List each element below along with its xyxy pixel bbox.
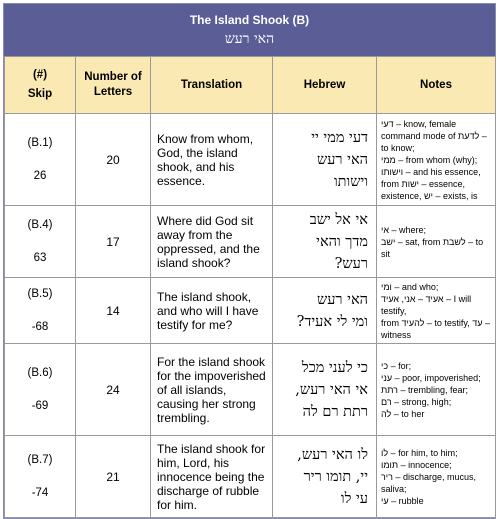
header-letters: Number of Letters [76, 57, 151, 114]
header-notes: Notes [377, 57, 496, 114]
translation-cell: For the island shook for the impoverished of all islands, causing her strong trembling. [151, 344, 273, 436]
skip-spacer [9, 151, 71, 169]
translation-cell: The island shook for him, Lord, his innocence being the discharge of rubble for him. [151, 436, 273, 518]
skip-value: -69 [31, 399, 49, 412]
note-line: כי – for; [381, 360, 412, 371]
skip-spacer [9, 381, 71, 399]
skip-cell [5, 436, 76, 518]
note-line: רתת – trembling, fear; [381, 384, 469, 395]
header-skip-top: (#) [32, 69, 48, 81]
row-id: (B.7) [27, 453, 53, 466]
notes-cell [377, 436, 496, 518]
hebrew-cell [273, 344, 377, 436]
note-line: from ישות – essence, [381, 178, 466, 189]
note-line: existence, יש – exists, is [381, 190, 478, 201]
hebrew-line: אי האי רעש, [295, 381, 368, 398]
skip-spacer [9, 233, 71, 251]
hebrew-line: וישותו [333, 173, 368, 190]
note-line: עני – poor, impoverished; [381, 372, 481, 383]
skip-value: 63 [33, 251, 47, 264]
translation-cell: Where did God sit away from the oppressed, and the island shook? [151, 206, 273, 278]
hebrew-line: האי רעש [316, 291, 368, 308]
note-line: דעי – know, female [381, 118, 457, 129]
header-row [5, 57, 496, 114]
table-row [5, 114, 496, 206]
table-row [5, 206, 496, 278]
row-id: (B.4) [27, 218, 53, 231]
letters-cell: 24 [76, 344, 151, 436]
hebrew-line: ומי לי אעיד? [296, 313, 368, 330]
note-line: ישב – sat, from לשבת – to sit [381, 236, 484, 259]
row-id: (B.1) [27, 136, 53, 149]
note-line: אעיד – אני, אעיד – I will testify, [381, 293, 472, 316]
hebrew-cell [273, 436, 377, 518]
skip-spacer [9, 468, 71, 486]
skip-cell [5, 206, 76, 278]
hebrew-cell [273, 278, 377, 344]
row-id: (B.5) [27, 287, 53, 300]
note-line: לו – for him, to him; [381, 447, 458, 458]
skip-spacer [9, 302, 71, 320]
hebrew-line: דעי ממי יי [311, 129, 368, 146]
hebrew-cell [273, 114, 377, 206]
note-line: לה – to her [381, 408, 425, 419]
note-line: וישותו – and his essence, [381, 166, 481, 177]
note-line: to know; [381, 142, 415, 153]
hebrew-line: יי, תומו ריר [303, 468, 368, 485]
note-line: witness [381, 329, 412, 340]
notes-cell [377, 206, 496, 278]
notes-cell [377, 278, 496, 344]
note-line: רם – strong, high; [381, 396, 452, 407]
translation-cell: Know from whom, God, the island shook, and his essence. [151, 114, 273, 206]
data-table [4, 56, 496, 518]
note-line: אי – where; [381, 224, 427, 235]
table-title: The Island Shook (B) [189, 13, 310, 27]
table-title-bar [4, 4, 495, 56]
skip-cell [5, 114, 76, 206]
header-skip [5, 57, 76, 114]
skip-cell [5, 344, 76, 436]
note-line: saliva; [381, 483, 407, 494]
hebrew-cell [273, 206, 377, 278]
note-line: ריר – discharge, mucus, [381, 471, 476, 482]
skip-cell [5, 278, 76, 344]
note-line: ומי – and who; [381, 281, 439, 292]
translation-cell: The island shook, and who will I have testify for me? [151, 278, 273, 344]
note-line: תומו – innocence; [381, 459, 452, 470]
note-line: עי – rubble [381, 495, 424, 506]
table-row [5, 278, 496, 344]
row-id: (B.6) [27, 366, 53, 379]
hebrew-line: האי רעש [316, 151, 368, 168]
hebrew-line: אי אל ישב [309, 211, 368, 228]
note-line: from להעיד – to testify, עד – [381, 317, 490, 328]
hebrew-line: מדך והאי [316, 233, 368, 250]
letters-cell: 20 [76, 114, 151, 206]
letters-cell: 17 [76, 206, 151, 278]
hebrew-line: רתת רם לה [302, 403, 368, 420]
hebrew-line: עי לו [340, 490, 368, 507]
header-translation: Translation [151, 57, 273, 114]
notes-cell [377, 344, 496, 436]
table-container [3, 3, 496, 519]
note-line: command mode of לדעת – [381, 130, 487, 141]
header-skip-bottom: Skip [27, 88, 53, 100]
letters-cell: 21 [76, 436, 151, 518]
table-title-hebrew: האי רעש [224, 31, 275, 47]
skip-value: -68 [31, 320, 49, 333]
header-hebrew: Hebrew [273, 57, 377, 114]
skip-value: -74 [31, 486, 49, 499]
letters-cell: 14 [76, 278, 151, 344]
note-line: ממי – from whom (why); [381, 154, 478, 165]
hebrew-line: רעש? [334, 255, 368, 272]
table-row [5, 344, 496, 436]
skip-value: 26 [33, 169, 47, 182]
table-row [5, 436, 496, 518]
notes-cell [377, 114, 496, 206]
hebrew-line: לו האי רעש, [297, 446, 368, 463]
hebrew-line: כי לעני מכל [301, 359, 368, 376]
